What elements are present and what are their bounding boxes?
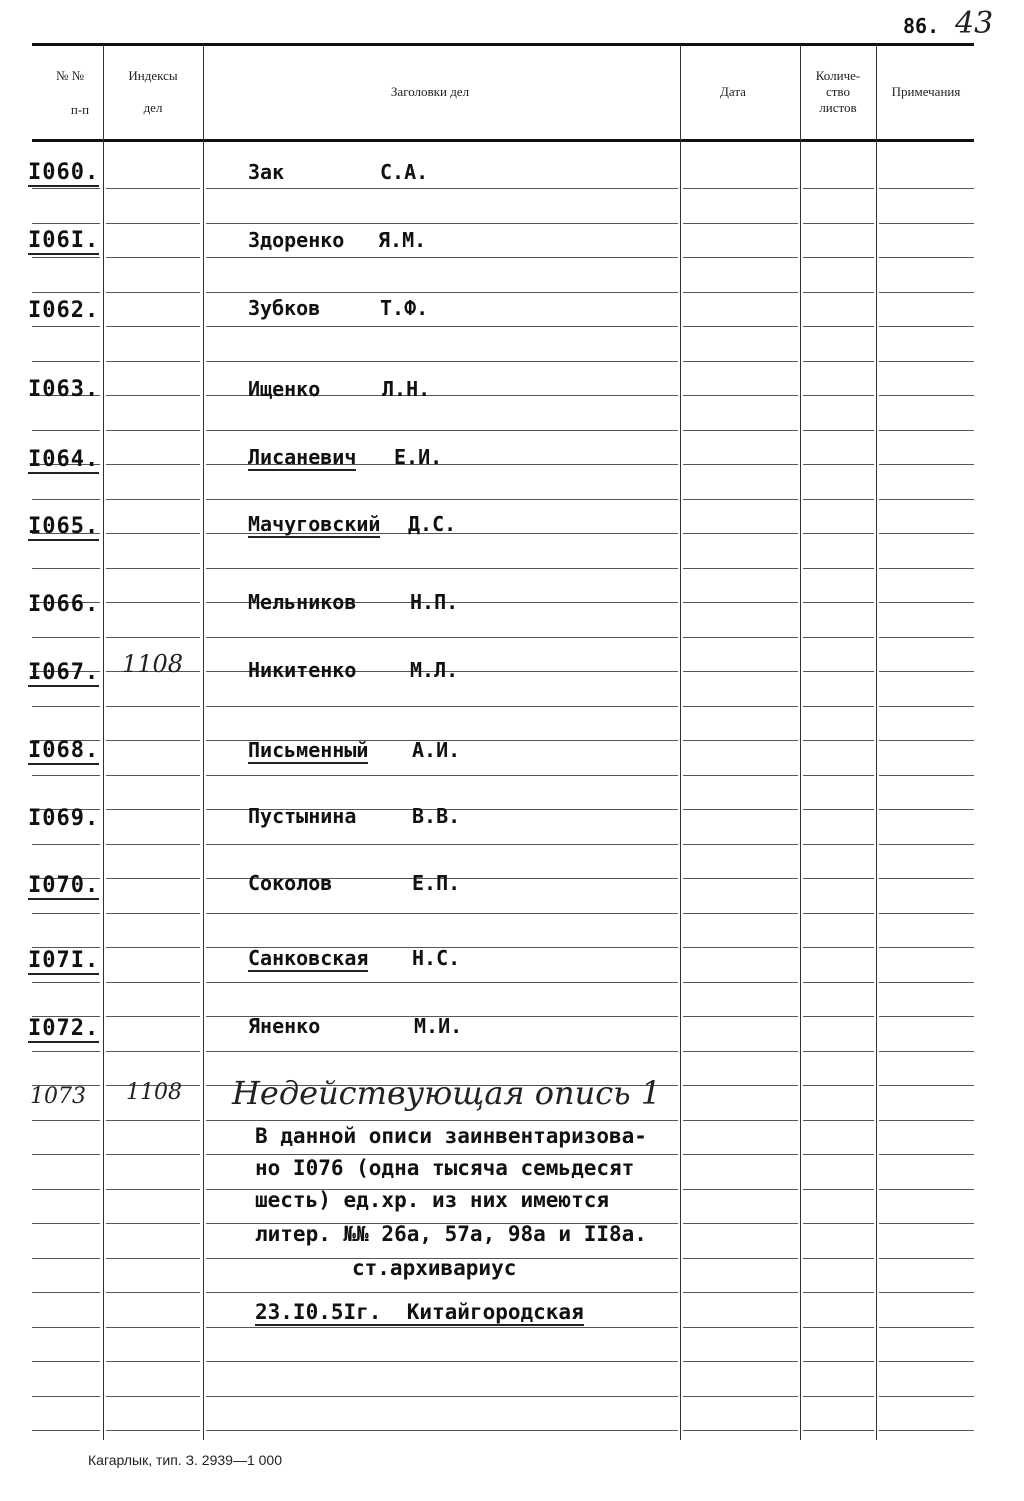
ruled-line	[32, 430, 100, 431]
ruled-line	[106, 188, 200, 189]
ruled-line	[106, 533, 200, 534]
ruled-line	[879, 292, 974, 293]
printer-imprint: Кагарлык, тип. З. 2939—1 000	[88, 1452, 282, 1468]
ruled-line	[803, 878, 874, 879]
ruled-line	[803, 292, 874, 293]
ruled-line	[32, 361, 100, 362]
entry-surname: Санковская	[248, 946, 369, 970]
closing-note-line: литер. №№ 26а, 57а, 98а и II8а.	[255, 1222, 647, 1246]
entry-number: I072.	[28, 1016, 100, 1041]
entry-initials: Л.Н.	[382, 377, 431, 401]
ruled-line	[683, 1361, 798, 1362]
ruled-line	[683, 809, 798, 810]
ruled-line	[206, 1051, 678, 1052]
entry-surname: Зак	[248, 160, 285, 184]
ruled-line	[683, 464, 798, 465]
ruled-line	[106, 257, 200, 258]
ruled-line	[683, 740, 798, 741]
entry-surname: Зубков	[248, 296, 321, 320]
entry-surname: Мачуговский	[248, 512, 381, 536]
entry-surname: Соколов	[248, 871, 333, 895]
ruled-line	[803, 913, 874, 914]
ruled-line	[803, 740, 874, 741]
ruled-line	[106, 1430, 200, 1431]
ruled-line	[106, 1258, 200, 1259]
entry-number: I068.	[28, 738, 100, 763]
closing-note-line: шесть) ед.хр. из них имеются	[255, 1188, 610, 1212]
ruled-line	[206, 775, 678, 776]
ruled-line	[879, 1120, 974, 1121]
ruled-line	[106, 1016, 200, 1017]
ruled-line	[803, 671, 874, 672]
header-num-top: № №	[55, 68, 85, 83]
entry-initials: Е.П.	[412, 871, 461, 895]
ruled-line	[879, 1223, 974, 1224]
ruled-line	[106, 1396, 200, 1397]
ruled-line	[879, 1292, 974, 1293]
ruled-line	[879, 499, 974, 500]
entry-number: I070.	[28, 873, 100, 898]
entry-initials: М.И.	[414, 1014, 463, 1038]
ruled-line	[803, 637, 874, 638]
ruled-line	[206, 913, 678, 914]
ruled-line	[106, 499, 200, 500]
ruled-line	[803, 568, 874, 569]
closing-note-signature-title: ст.архивариус	[352, 1256, 517, 1280]
ruled-line	[106, 1292, 200, 1293]
header-bottom-rule	[32, 139, 974, 142]
ruled-line	[879, 361, 974, 362]
ruled-line	[879, 1051, 974, 1052]
ruled-line	[803, 602, 874, 603]
ruled-line	[683, 430, 798, 431]
header-count-1: Количе-	[815, 68, 861, 83]
entry-number: I07I.	[28, 948, 100, 973]
ruled-line	[206, 223, 678, 224]
ruled-line	[683, 1258, 798, 1259]
ruled-line	[106, 1327, 200, 1328]
ruled-line	[106, 775, 200, 776]
ruled-line	[683, 913, 798, 914]
ruled-line	[879, 637, 974, 638]
closing-note-line: В данной описи заинвентаризова-	[255, 1124, 647, 1148]
ruled-line	[32, 637, 100, 638]
ruled-line	[879, 706, 974, 707]
col-divider-1	[103, 45, 104, 1440]
ruled-line	[879, 740, 974, 741]
entry-initials: Я.М.	[378, 228, 427, 252]
ruled-line	[106, 1361, 200, 1362]
ruled-line	[32, 292, 100, 293]
ruled-line	[32, 326, 100, 327]
ruled-line	[803, 395, 874, 396]
ruled-line	[683, 395, 798, 396]
col-divider-3	[680, 45, 681, 1440]
sheet-number: 86.	[903, 14, 940, 38]
ruled-line	[206, 568, 678, 569]
ruled-line	[106, 637, 200, 638]
header-count-3: листов	[819, 100, 857, 115]
ruled-line	[879, 188, 974, 189]
ruled-line	[803, 844, 874, 845]
ruled-line	[32, 844, 100, 845]
ruled-line	[683, 1327, 798, 1328]
ruled-line	[803, 188, 874, 189]
ruled-line	[206, 1430, 678, 1431]
ruled-line	[879, 1189, 974, 1190]
ruled-line	[879, 1154, 974, 1155]
entry-number: I062.	[28, 298, 100, 323]
ruled-line	[879, 430, 974, 431]
entry-number: I06I.	[28, 228, 100, 253]
ruled-line	[879, 1327, 974, 1328]
ruled-line	[32, 499, 100, 500]
ruled-line	[683, 1292, 798, 1293]
ruled-line	[206, 292, 678, 293]
ruled-line	[32, 1154, 100, 1155]
ruled-line	[803, 775, 874, 776]
ruled-line	[206, 1361, 678, 1362]
ruled-line	[879, 809, 974, 810]
ruled-line	[803, 1154, 874, 1155]
ruled-line	[683, 1154, 798, 1155]
ruled-line	[803, 1189, 874, 1190]
ruled-line	[879, 1258, 974, 1259]
ruled-line	[803, 361, 874, 362]
ruled-line	[879, 982, 974, 983]
ruled-line	[879, 326, 974, 327]
entry-number: I066.	[28, 592, 100, 617]
ruled-line	[803, 223, 874, 224]
entry-initials: Н.С.	[412, 946, 461, 970]
ruled-line	[879, 257, 974, 258]
ruled-line	[683, 1085, 798, 1086]
ruled-line	[206, 188, 678, 189]
ruled-line	[206, 1292, 678, 1293]
ruled-line	[32, 1396, 100, 1397]
ruled-line	[879, 878, 974, 879]
ruled-line	[683, 257, 798, 258]
ruled-line	[32, 1430, 100, 1431]
ruled-line	[879, 1396, 974, 1397]
ruled-line	[879, 1085, 974, 1086]
ruled-line	[106, 292, 200, 293]
ruled-line	[206, 361, 678, 362]
col-divider-4	[800, 45, 801, 1440]
entry-surname: Ищенко	[248, 377, 321, 401]
ruled-line	[803, 1085, 874, 1086]
ruled-line	[803, 1396, 874, 1397]
entry-surname: Никитенко	[248, 658, 357, 682]
entry-initials: Н.П.	[410, 590, 459, 614]
ruled-line	[803, 257, 874, 258]
ruled-line	[803, 1361, 874, 1362]
entry-initials: М.Л.	[410, 658, 459, 682]
ruled-line	[206, 1327, 678, 1328]
ruled-line	[879, 913, 974, 914]
ruled-line	[683, 1430, 798, 1431]
ruled-line	[803, 1292, 874, 1293]
ruled-line	[803, 809, 874, 810]
ruled-line	[683, 1396, 798, 1397]
ruled-line	[32, 1361, 100, 1362]
ruled-line	[32, 568, 100, 569]
handwritten-index: 1108	[126, 1080, 182, 1105]
entry-number: I063.	[28, 377, 100, 402]
ruled-line	[879, 775, 974, 776]
ruled-line	[683, 223, 798, 224]
header-title: Заголовки дел	[390, 84, 470, 99]
handwritten-remark: Недействующая опись 1	[232, 1074, 662, 1112]
ruled-line	[683, 1223, 798, 1224]
ruled-line	[803, 1327, 874, 1328]
ruled-line	[32, 1051, 100, 1052]
ruled-line	[32, 706, 100, 707]
ruled-line	[106, 982, 200, 983]
ruled-line	[879, 671, 974, 672]
ruled-line	[803, 499, 874, 500]
ruled-line	[106, 326, 200, 327]
entry-surname: Письменный	[248, 738, 369, 762]
header-top-rule	[32, 43, 974, 46]
ruled-line	[206, 430, 678, 431]
ruled-line	[106, 1120, 200, 1121]
ruled-line	[106, 706, 200, 707]
ruled-line	[106, 1223, 200, 1224]
ruled-line	[683, 326, 798, 327]
ruled-line	[683, 602, 798, 603]
entry-number: I065.	[28, 514, 100, 539]
ruled-line	[803, 326, 874, 327]
ruled-line	[106, 602, 200, 603]
ruled-line	[683, 844, 798, 845]
ruled-line	[106, 947, 200, 948]
header-count-2: ство	[825, 84, 850, 99]
ruled-line	[683, 361, 798, 362]
header-index-top: Индексы	[128, 68, 178, 83]
ruled-line	[879, 395, 974, 396]
ruled-line	[32, 982, 100, 983]
ruled-line	[106, 1051, 200, 1052]
ruled-line	[683, 499, 798, 500]
ruled-line	[106, 1189, 200, 1190]
entry-index-handwritten: 1108	[122, 650, 184, 678]
ruled-line	[803, 1016, 874, 1017]
ruled-line	[683, 982, 798, 983]
entry-initials: Е.И.	[394, 445, 443, 469]
ruled-line	[206, 1120, 678, 1121]
ruled-line	[106, 223, 200, 224]
ruled-line	[879, 602, 974, 603]
ruled-line	[206, 1154, 678, 1155]
ruled-line	[803, 1430, 874, 1431]
ruled-line	[32, 775, 100, 776]
closing-note-date-signature: 23.I0.5Iг. Китайгородская	[255, 1300, 584, 1324]
entry-initials: А.И.	[412, 738, 461, 762]
ruled-line	[879, 947, 974, 948]
ruled-line	[106, 361, 200, 362]
ruled-line	[206, 844, 678, 845]
ruled-line	[803, 1051, 874, 1052]
ruled-line	[803, 947, 874, 948]
ruled-line	[206, 257, 678, 258]
ruled-line	[106, 1154, 200, 1155]
ruled-line	[106, 844, 200, 845]
ruled-line	[683, 568, 798, 569]
ruled-line	[32, 1189, 100, 1190]
ruled-line	[206, 982, 678, 983]
entry-surname: Лисаневич	[248, 445, 357, 469]
ruled-line	[879, 1361, 974, 1362]
ruled-line	[32, 1292, 100, 1293]
entry-surname: Мельников	[248, 590, 357, 614]
entry-surname: Пустынина	[248, 804, 357, 828]
ruled-line	[106, 809, 200, 810]
ruled-line	[683, 947, 798, 948]
ruled-line	[683, 1120, 798, 1121]
ruled-line	[106, 878, 200, 879]
ruled-line	[683, 706, 798, 707]
ruled-line	[803, 533, 874, 534]
ruled-line	[32, 223, 100, 224]
ruled-line	[803, 982, 874, 983]
ruled-line	[803, 430, 874, 431]
header-num-bottom: п-п	[70, 102, 90, 117]
ruled-line	[803, 1258, 874, 1259]
ruled-line	[879, 568, 974, 569]
ruled-line	[803, 1223, 874, 1224]
entry-number: I064.	[28, 447, 100, 472]
entry-initials: В.В.	[412, 804, 461, 828]
entry-initials: С.А.	[380, 160, 429, 184]
ruled-line	[32, 257, 100, 258]
ruled-line	[683, 775, 798, 776]
ruled-line	[106, 430, 200, 431]
header-date: Дата	[720, 84, 746, 99]
ruled-line	[879, 844, 974, 845]
entry-number: I069.	[28, 806, 100, 831]
ruled-line	[683, 671, 798, 672]
ruled-line	[106, 464, 200, 465]
entry-number: I067.	[28, 660, 100, 685]
ruled-line	[683, 292, 798, 293]
col-divider-2	[203, 45, 204, 1440]
sheet-number-handwritten: 43	[955, 6, 994, 41]
ruled-line	[879, 223, 974, 224]
header-notes: Примечания	[891, 84, 961, 99]
entry-surname: Здоренко	[248, 228, 345, 252]
header-index-bottom: дел	[143, 100, 163, 115]
ruled-line	[683, 533, 798, 534]
ruled-line	[32, 913, 100, 914]
ruled-line	[879, 464, 974, 465]
ruled-line	[683, 1016, 798, 1017]
entry-initials: Д.С.	[408, 512, 457, 536]
ruled-line	[803, 706, 874, 707]
entry-number: I060.	[28, 160, 100, 185]
closing-note-line: но I076 (одна тысяча семьдесят	[255, 1156, 635, 1180]
ruled-line	[106, 913, 200, 914]
ruled-line	[879, 1430, 974, 1431]
ruled-line	[106, 740, 200, 741]
ruled-line	[683, 878, 798, 879]
ruled-line	[106, 568, 200, 569]
ruled-line	[879, 1016, 974, 1017]
ruled-line	[106, 395, 200, 396]
ruled-line	[206, 1396, 678, 1397]
entry-initials: Т.Ф.	[380, 296, 429, 320]
ruled-line	[803, 464, 874, 465]
ruled-line	[803, 1120, 874, 1121]
ruled-line	[683, 637, 798, 638]
entry-surname: Яненко	[248, 1014, 321, 1038]
ruled-line	[32, 1327, 100, 1328]
ruled-line	[206, 637, 678, 638]
col-divider-5	[876, 45, 877, 1440]
ruled-line	[32, 1223, 100, 1224]
ruled-line	[206, 706, 678, 707]
ruled-line	[32, 1258, 100, 1259]
ruled-line	[32, 1120, 100, 1121]
ruled-line	[683, 188, 798, 189]
ruled-line	[683, 1051, 798, 1052]
ruled-line	[206, 326, 678, 327]
ruled-line	[32, 188, 100, 189]
handwritten-number: 1073	[30, 1084, 86, 1109]
ruled-line	[683, 1189, 798, 1190]
ruled-line	[206, 499, 678, 500]
ruled-line	[879, 533, 974, 534]
